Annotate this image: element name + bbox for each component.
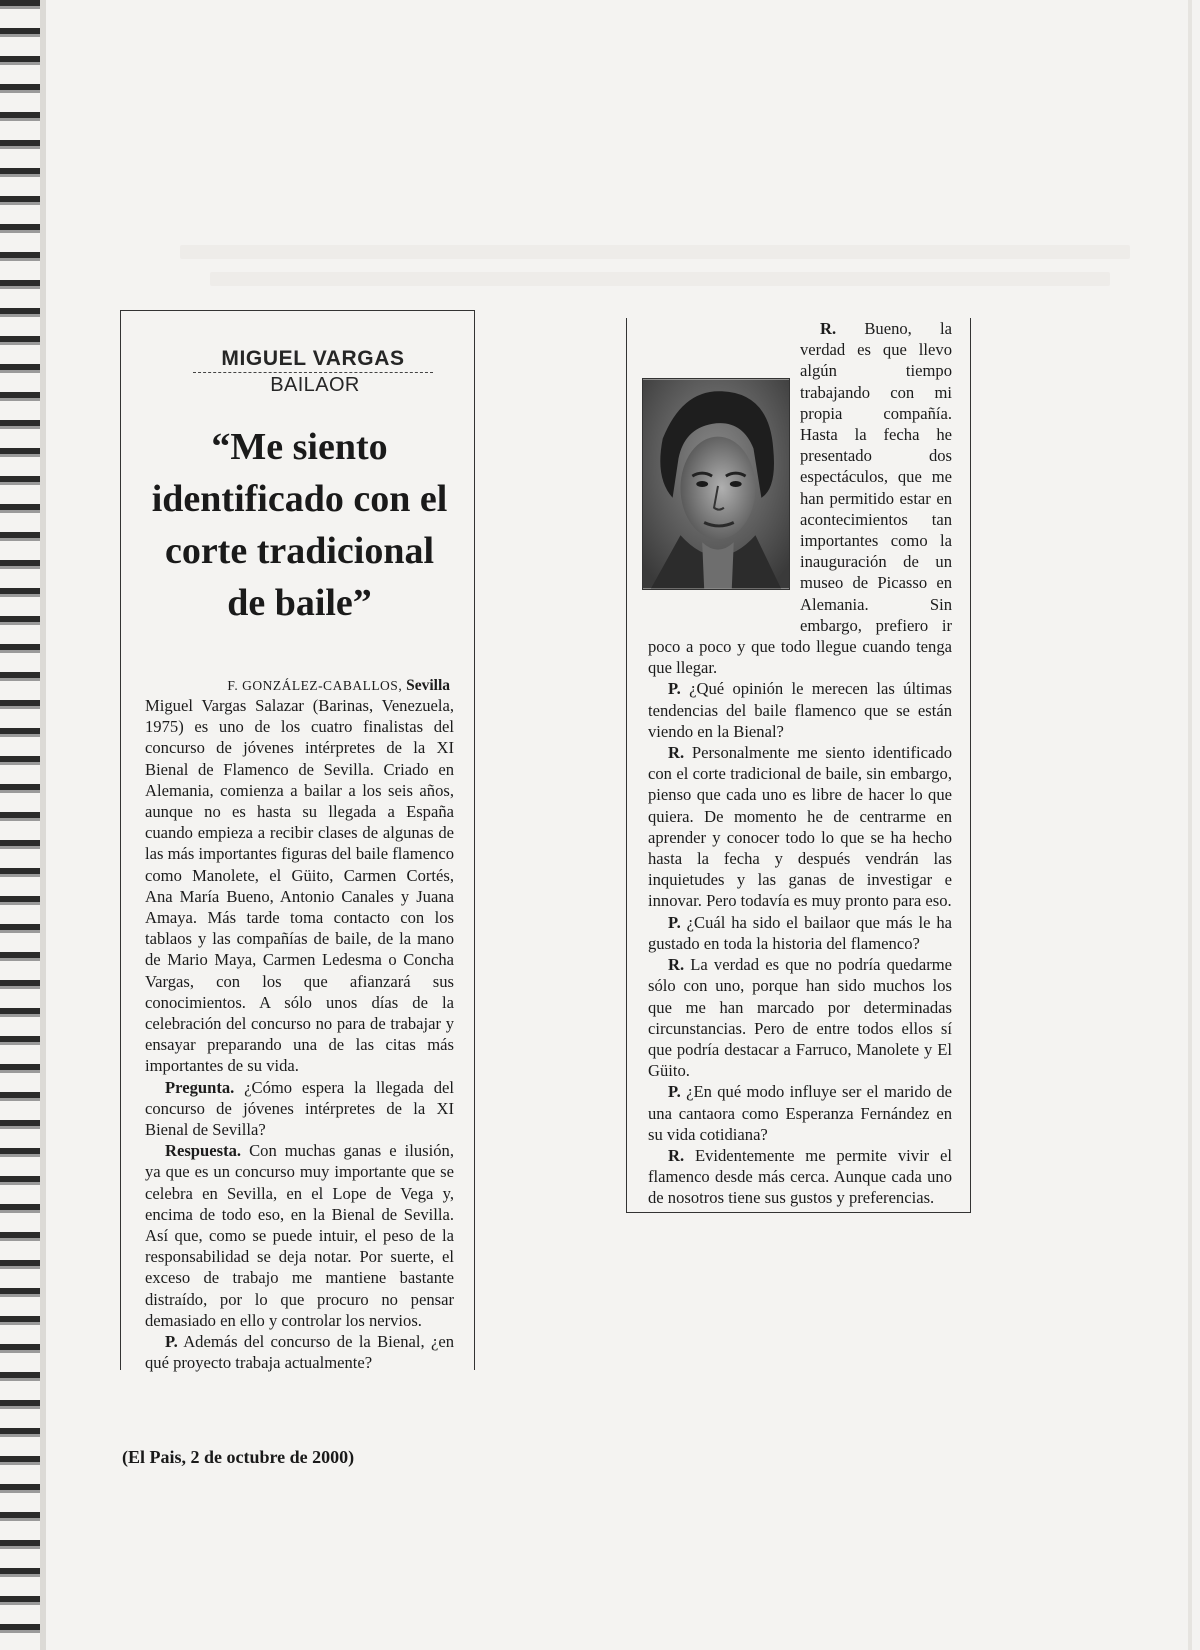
byline-city: Sevilla <box>406 677 450 694</box>
article-intro: Miguel Vargas Salazar (Barinas, Venezuela, 1975) es uno de los cuatro finalistas del concurso de jóvenes intérpretes de la XI Bienal de Flamenco de Sevilla. Criado en Alemania, comienza a bailar a los seis años, aunque no es hasta su llegada a España cuando empieza a recibir clases de algunas de las más importantes figuras del baile flamenco como Manolete, el Güito, Carmen Cortés, Ana María Bueno, Antonio Canales y Juana Amaya. Más tarde toma contacto con los tablaos y las compañías de baile, de la mano de Mario Maya, Carmen Ledesma o Concha Vargas, con los que afianzará sus conocimientos. A sólo unos días de la celebración del concurso no para de trabajar y ensayar preparando una de las citas más importantes de su vida. <box>145 696 454 1076</box>
page-edge <box>1188 0 1192 1650</box>
qa-paragraph: P. Además del concurso de la Bienal, ¿en qué proyecto trabaja actualmente? <box>145 1332 454 1373</box>
qa-paragraph: R. Bueno, la verdad es que llevo algún tiempo trabajando con mi propia compañía. Hasta la fecha he presentado dos espectáculos, que me han permitido estar en acontecimientos tan importantes como la inauguración de un museo de Picasso en Alemania. Sin embargo, prefiero ir poco a poco y que todo llegue cuando tenga que llegar. <box>648 319 952 678</box>
qa-paragraph: R. Evidentemente me permite vivir el flamenco desde más cerca. Aunque cada uno de nosotros tiene sus gustos y preferencias. <box>648 1145 952 1208</box>
article-headline: “Me siento identificado con el corte tradicional de baile” <box>151 426 448 624</box>
bleed-through-mark <box>210 272 1110 286</box>
qa-paragraph: P. ¿Cuál ha sido el bailaor que más le ha gustado en toda la historia del flamenco? <box>648 912 952 953</box>
article-kicker: MIGUEL VARGAS <box>193 347 433 373</box>
qa-paragraph: P. ¿Qué opinión le merecen las últimas tendencias del baile flamenco que se están viendo en la Bienal? <box>648 679 952 741</box>
article-role: BAILAOR <box>270 374 360 396</box>
binding-shadow <box>40 0 46 1650</box>
article-byline <box>145 677 454 695</box>
bleed-through-mark <box>180 245 1130 259</box>
spiral-binding <box>0 0 40 1650</box>
article-column-left <box>120 310 475 1373</box>
qa-paragraph: P. ¿En qué modo influye ser el marido de una cantaora como Esperanza Fernández en su vida cotidiana? <box>648 1082 952 1144</box>
portrait-image <box>642 378 790 590</box>
qa-paragraph: R. La verdad es que no podría quedarme sólo con uno, porque han sido muchos los que me han marcado por determinadas circunstancias. Pero de entre todos ellos sí que podría destacar a Farruco, Manolete y El Güito. <box>648 955 952 1081</box>
source-citation: (El Pais, 2 de octubre de 2000) <box>122 1447 355 1467</box>
qa-paragraph: R. Personalmente me siento identificado con el corte tradicional de baile, sin embargo, pienso que cada uno es libre de hacer lo que quiera. De momento he de centrarme en aprender y conocer todo lo que se ha hecho hasta la fecha y después vendrán las inquietudes y las ganas de investigar e innovar. Pero todavía es muy pronto para eso. <box>648 743 952 911</box>
portrait-photo <box>642 378 790 590</box>
byline-author: F. GONZÁLEZ-CABALLOS, <box>227 678 403 693</box>
interview-left <box>145 1077 454 1374</box>
qa-paragraph: Respuesta. Con muchas ganas e ilusión, ya que es un concurso muy importante que se celebra en Sevilla, en el Lope de Vega y, encima de todo eso, en la Bienal de Sevilla. Así que, como se puede intuir, el peso de la responsabilidad se deja notar. Por suerte, el exceso de trabajo me mantiene bastante distraído, por lo que procuro no pensar demasiado en ello y controlar los nervios. <box>145 1141 454 1330</box>
qa-paragraph: Pregunta. ¿Cómo espera la llegada del concurso de jóvenes intérpretes de la XI Bienal de Sevilla? <box>145 1077 454 1140</box>
